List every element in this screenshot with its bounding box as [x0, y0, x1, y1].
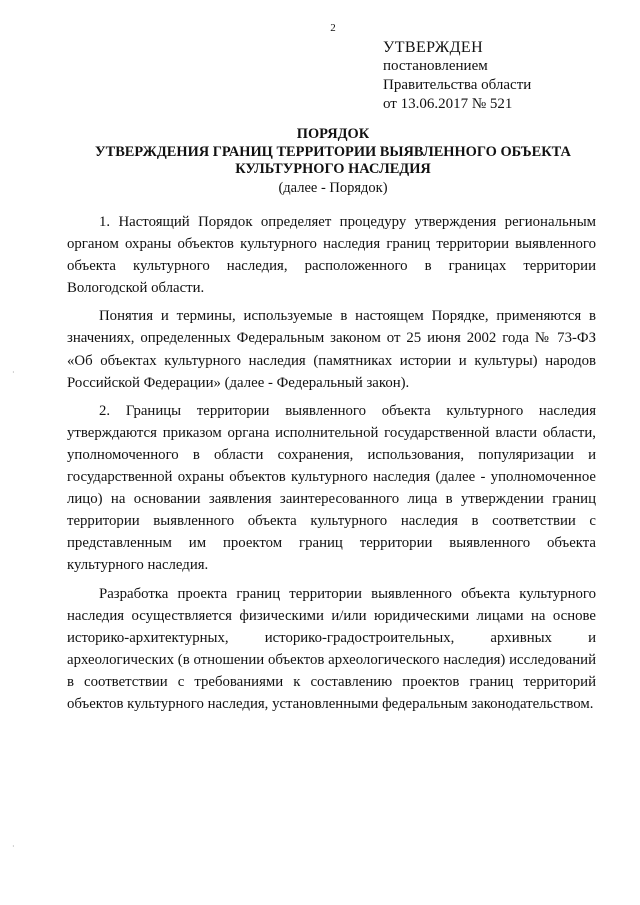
heading-title: ПОРЯДОК	[296, 126, 370, 142]
page-number: 2	[330, 22, 336, 34]
approval-line: от 13.06.2017 № 521	[383, 96, 513, 112]
scan-mark: ·	[12, 368, 15, 377]
heading-subtitle: (далее - Порядок)	[278, 179, 388, 196]
paragraph: Понятия и термины, используемые в настоящем Порядке, применяются в значениях, определенных Федеральным законом от 25 июня 2002 года № 73-ФЗ «Об объектах культурного наследия (памятниках истории и культуры) народов Российской Федерации» (далее - Федеральный закон).	[67, 308, 596, 391]
document-heading	[40, 126, 626, 198]
paragraph: Разработка проекта границ территории выявленного объекта культурного наследия осуществляется физическими и/или юридическими лицами на основе историко-архитектурных, историко-градостроительных, архивных и археологических (в отношении объектов археологического наследия) исследований в соответствии с требованиями к составлению проектов границ территорий объектов культурного наследия, установленными федеральным законодательством.	[67, 585, 596, 712]
paragraph: 1. Настоящий Порядок определяет процедуру утверждения региональным органом охраны объектов культурного наследия границ территории выявленного объекта культурного наследия, расположенного в границах территории Вологодской области.	[67, 214, 596, 297]
heading-line: КУЛЬТУРНОГО НАСЛЕДИЯ	[235, 161, 431, 178]
paragraph: 2. Границы территории выявленного объекта культурного наследия утверждаются приказом органа исполнительной государственной власти области, уполномоченного в области сохранения, использования, популяризации и государственной охраны объектов культурного наследия (далее - уполномоченное лицо) на основании заявления заинтересованного лица в утверждении границ территории выявленного объекта культурного наследия в соответствии с представленным им проектом границ территории выявленного объекта культурного наследия.	[67, 402, 596, 574]
approval-title: УТВЕРЖДЕН	[383, 39, 484, 56]
approval-line: Правительства области	[383, 77, 532, 93]
approval-stamp	[383, 38, 531, 114]
heading-line: УТВЕРЖДЕНИЯ ГРАНИЦ ТЕРРИТОРИИ ВЫЯВЛЕННОГО ОБЪЕКТА	[95, 143, 571, 160]
document-body	[67, 211, 596, 721]
scan-mark: ·	[12, 842, 15, 851]
approval-line: постановлением	[383, 58, 488, 74]
